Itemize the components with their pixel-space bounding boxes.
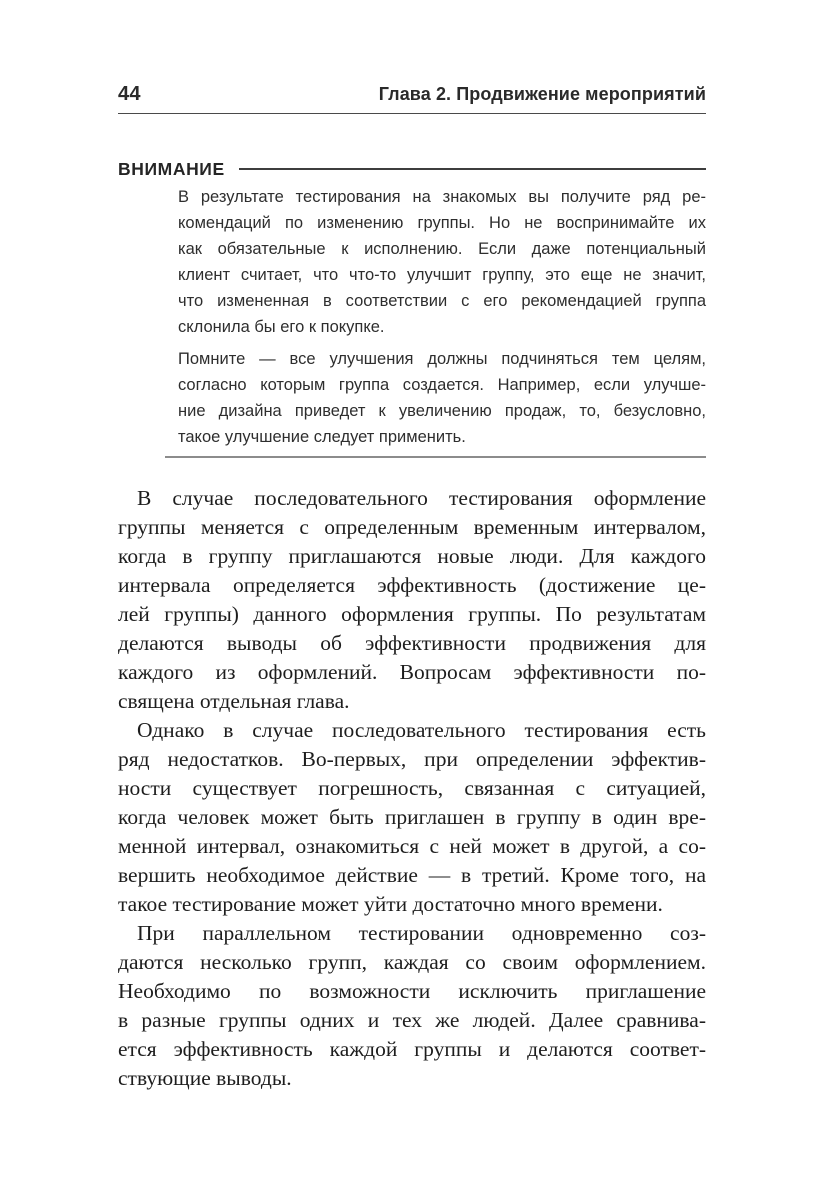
text-line: комендаций по изменению группы. Но не воспринимайте их [178,214,706,232]
paragraph [178,184,706,340]
page-number: 44 [118,83,141,105]
attention-label: ВНИМАНИЕ [118,159,225,179]
text-line: ности существует погрешность, связанная с ситуацией, [118,776,706,800]
text-line: вершить необходимое действие — в третий. Кроме того, на [118,863,706,887]
text-line: интервала определяется эффективность (достижение це- [118,573,706,597]
text-line: даются несколько групп, каждая со своим оформлением. [118,950,706,974]
attention-rule-line [239,168,706,170]
text-line: ние дизайна приведет к увеличению продаж, то, безусловно, [178,402,706,420]
text-line: когда в группу приглашаются новые люди. Для каждого [118,544,706,568]
running-head [118,83,706,114]
text-line: склонила бы его к покупке. [178,318,385,336]
paragraph [118,919,706,1093]
paragraph [118,716,706,919]
paragraph [118,484,706,716]
text-line: лей группы) данного оформления группы. По результатам [118,602,706,626]
text-line: такое улучшение следует применить. [178,428,466,446]
text-line: что измененная в соответствии с его рекомендацией группа [178,292,706,310]
text-line: согласно которым группа создается. Например, если улучше- [178,376,706,394]
body-text [118,484,706,1093]
text-line: менной интервал, ознакомиться с ней может в другой, а со- [118,834,706,858]
attention-note-text [178,184,706,450]
text-line: священа отдельная глава. [118,689,350,713]
text-line: такое тестирование может уйти достаточно много времени. [118,892,663,916]
text-line: клиент считает, что что-то улучшит группу, это еще не значит, [178,266,706,284]
text-line: В случае последовательного тестирования оформление [137,486,706,510]
text-line: делаются выводы об эффективности продвижения для [118,631,706,655]
text-line: В результате тестирования на знакомых вы получите ряд ре- [178,188,706,206]
text-line: Однако в случае последовательного тестирования есть [137,718,706,742]
text-line: При параллельном тестировании одновременно соз- [137,921,706,945]
text-line: ствующие выводы. [118,1066,292,1090]
chapter-title: Глава 2. Продвижение мероприятий [378,84,706,104]
text-line: в разные группы одних и тех же людей. Далее сравнива- [118,1008,706,1032]
text-line: ряд недостатков. Во-первых, при определении эффектив- [118,747,706,771]
note-divider-rule [165,456,706,458]
text-line: каждого из оформлений. Вопросам эффективности по- [118,660,706,684]
text-line: когда человек может быть приглашен в группу в один вре- [118,805,706,829]
text-line: Помните — все улучшения должны подчиняться тем целям, [178,350,706,368]
text-line: группы меняется с определенным временным интервалом, [118,515,706,539]
text-line: ется эффективность каждой группы и делаются соответ- [118,1037,706,1061]
text-line: как обязательные к исполнению. Если даже потенциальный [178,240,706,258]
attention-heading [118,159,706,180]
text-line: Необходимо по возможности исключить приглашение [118,979,706,1003]
paragraph [178,346,706,450]
